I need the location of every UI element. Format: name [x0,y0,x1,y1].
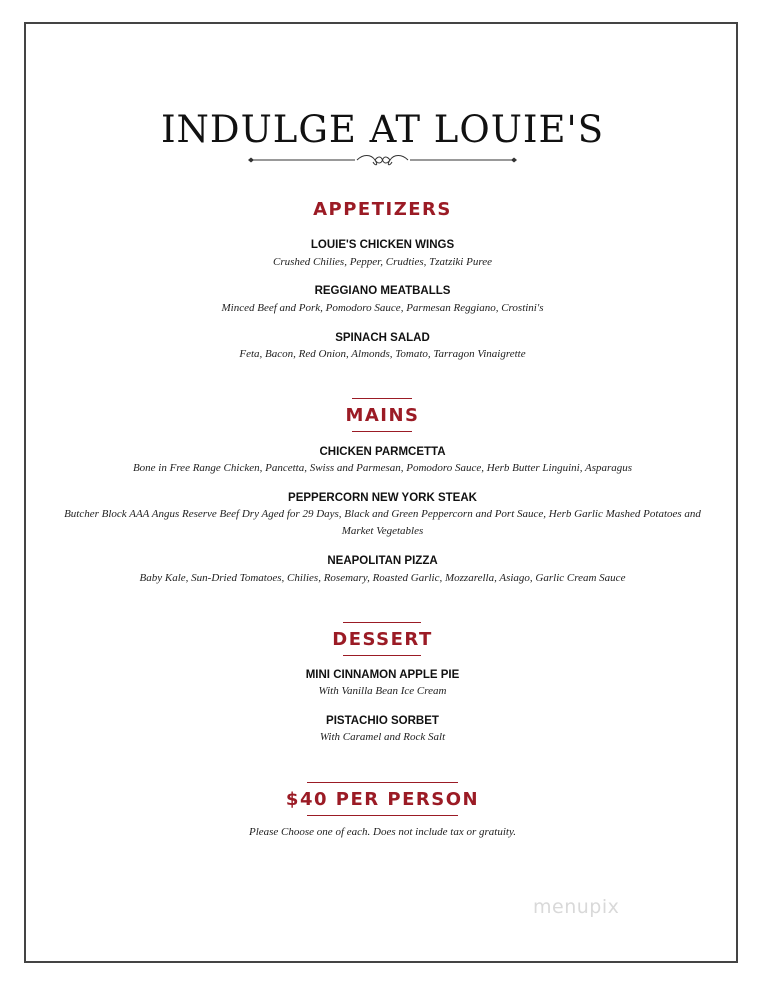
menu-item-description: With Caramel and Rock Salt [319,731,446,743]
menu-item-name: CHICKEN PARMCETTA [319,446,446,458]
menu-item-name: REGGIANO MEATBALLS [314,285,451,297]
menu-item-description: Minced Beef and Pork, Pomodoro Sauce, Parmesan Reggiano, Crostini's [221,302,544,314]
section-heading-mains: MAINS [345,405,420,426]
menu-item-name: SPINACH SALAD [335,332,430,344]
menu-item-description: Feta, Bacon, Red Onion, Almonds, Tomato, Tarragon Vinaigrette [239,348,526,360]
divider-ornament [245,152,520,168]
menu-item-name: PISTACHIO SORBET [326,715,439,727]
menu-item-description: Bone in Free Range Chicken, Pancetta, Swiss and Parmesan, Pomodoro Sauce, Herb Butter Linguini, Asparagus [132,462,633,474]
menu-item-description: With Vanilla Bean Ice Cream [318,685,447,697]
menu-item-name: LOUIE'S CHICKEN WINGS [310,239,455,251]
menu-item-description: Baby Kale, Sun-Dried Tomatoes, Chilies, Rosemary, Roasted Garlic, Mozzarella, Asiago, Garlic Cream Sauce [139,572,626,584]
section-heading-dessert: DESSERT [332,629,433,650]
menu-item-description: Crushed Chilies, Pepper, Crudties, Tzatziki Puree [273,256,492,268]
section-heading-appetizers: APPETIZERS [313,199,452,220]
section-rule-top [343,622,421,623]
price-rule-bottom [307,815,458,816]
menu-title: INDULGE AT LOUIE'S [160,108,605,151]
price-rule-top [307,782,458,783]
menu-item-description: Butcher Block AAA Angus Reserve Beef Dry Aged for 29 Days, Black and Green Peppercorn and Port Sauce, Herb Garlic Mashed Potatoes and Market Vegetables [64,508,701,537]
section-rule-top [352,398,412,399]
menu-footnote: Please Choose one of each. Does not include tax or gratuity. [248,826,516,838]
watermark-logo: menupix [533,896,620,918]
menu-item-name: NEAPOLITAN PIZZA [327,555,438,567]
menu-item-name: MINI CINNAMON APPLE PIE [305,669,460,681]
price-label: $40 PER PERSON [285,789,480,810]
menu-item-name: PEPPERCORN NEW YORK STEAK [288,492,477,504]
section-rule-bottom [352,431,412,432]
section-rule-bottom [343,655,421,656]
